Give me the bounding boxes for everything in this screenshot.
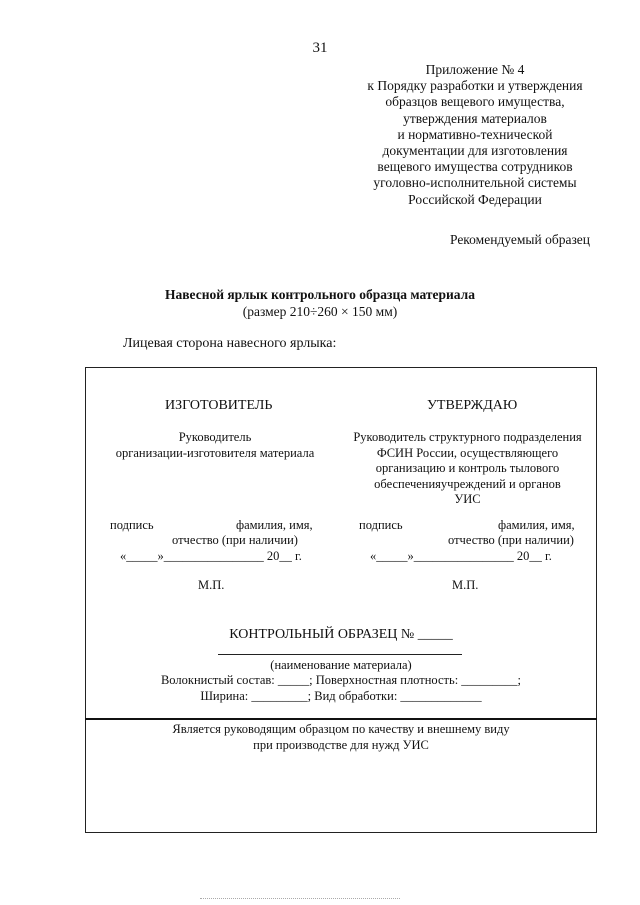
- approver-header: УТВЕРЖДАЮ: [427, 398, 518, 413]
- manufacturer-name-label: фамилия, имя,: [236, 518, 313, 532]
- appendix-line: к Порядку разработки и утверждения: [367, 78, 583, 94]
- approver-date-line: «_____»________________ 20__ г.: [370, 549, 552, 563]
- recommended-sample-note: Рекомендуемый образец: [449, 232, 590, 247]
- approver-role-line: обеспеченияучреждений и органов: [374, 476, 561, 491]
- manufacturer-patronymic-label: отчество (при наличии): [172, 533, 298, 547]
- fiber-composition-line: Волокнистый состав: _____; Поверхностная плотность: _________;: [160, 673, 522, 687]
- approver-role-line: организацию и контроль тылового: [375, 461, 560, 475]
- appendix-line: утверждения материалов: [403, 110, 547, 126]
- approver-signature-label: подпись: [359, 518, 403, 532]
- control-sample-number: КОНТРОЛЬНЫЙ ОБРАЗЕЦ № _____: [229, 627, 453, 642]
- appendix-line: образцов вещевого имущества,: [385, 94, 565, 110]
- width-treatment-line: Ширина: _________; Вид обработки: _____________: [200, 689, 482, 703]
- manufacturer-stamp: М.П.: [198, 578, 225, 592]
- size-note: (размер 210÷260 × 150 мм): [242, 304, 398, 319]
- approver-role: [340, 430, 595, 508]
- manufacturer-date-line: «_____»________________ 20__ г.: [120, 549, 302, 563]
- approver-name-label: фамилия, имя,: [498, 518, 575, 532]
- appendix-line: Российской Федерации: [408, 191, 542, 207]
- footer-divider: [85, 718, 597, 720]
- manufacturer-header: ИЗГОТОВИТЕЛЬ: [165, 398, 273, 413]
- manufacturer-role-line: Руководитель: [178, 430, 252, 444]
- title-block: [0, 286, 640, 320]
- front-side-label: Лицевая сторона навесного ярлыка:: [123, 336, 337, 351]
- approver-role-line: Руководитель структурного подразделения: [353, 430, 582, 444]
- material-name-line: [218, 654, 462, 655]
- approver-role-line: ФСИН России, осуществляющего: [376, 445, 559, 460]
- material-name-caption: (наименование материала): [270, 658, 412, 672]
- appendix-line: и нормативно-технической: [397, 126, 553, 142]
- appendix-line: вещевого имущества сотрудников: [377, 159, 573, 175]
- approver-patronymic-label: отчество (при наличии): [448, 533, 574, 547]
- appendix-line: документации для изготовления: [382, 143, 568, 159]
- footer-line: при производстве для нужд УИС: [253, 738, 429, 752]
- manufacturer-signature-label: подпись: [110, 518, 154, 532]
- footer-line: Является руководящим образцом по качеству и внешнему виду: [172, 722, 510, 736]
- document-title: Навесной ярлык контрольного образца материала: [165, 287, 475, 302]
- approver-stamp: М.П.: [452, 578, 479, 592]
- appendix-line: уголовно-исполнительной системы: [373, 175, 577, 191]
- page-number: 31: [312, 40, 328, 56]
- appendix-note: [340, 62, 610, 208]
- approver-role-line: УИС: [454, 492, 481, 506]
- scan-edge-marks: [200, 898, 400, 899]
- manufacturer-role: [100, 430, 330, 461]
- appendix-line: Приложение № 4: [425, 62, 525, 77]
- footer-note: [85, 721, 597, 753]
- manufacturer-role-line: организации-изготовителя материала: [115, 445, 315, 460]
